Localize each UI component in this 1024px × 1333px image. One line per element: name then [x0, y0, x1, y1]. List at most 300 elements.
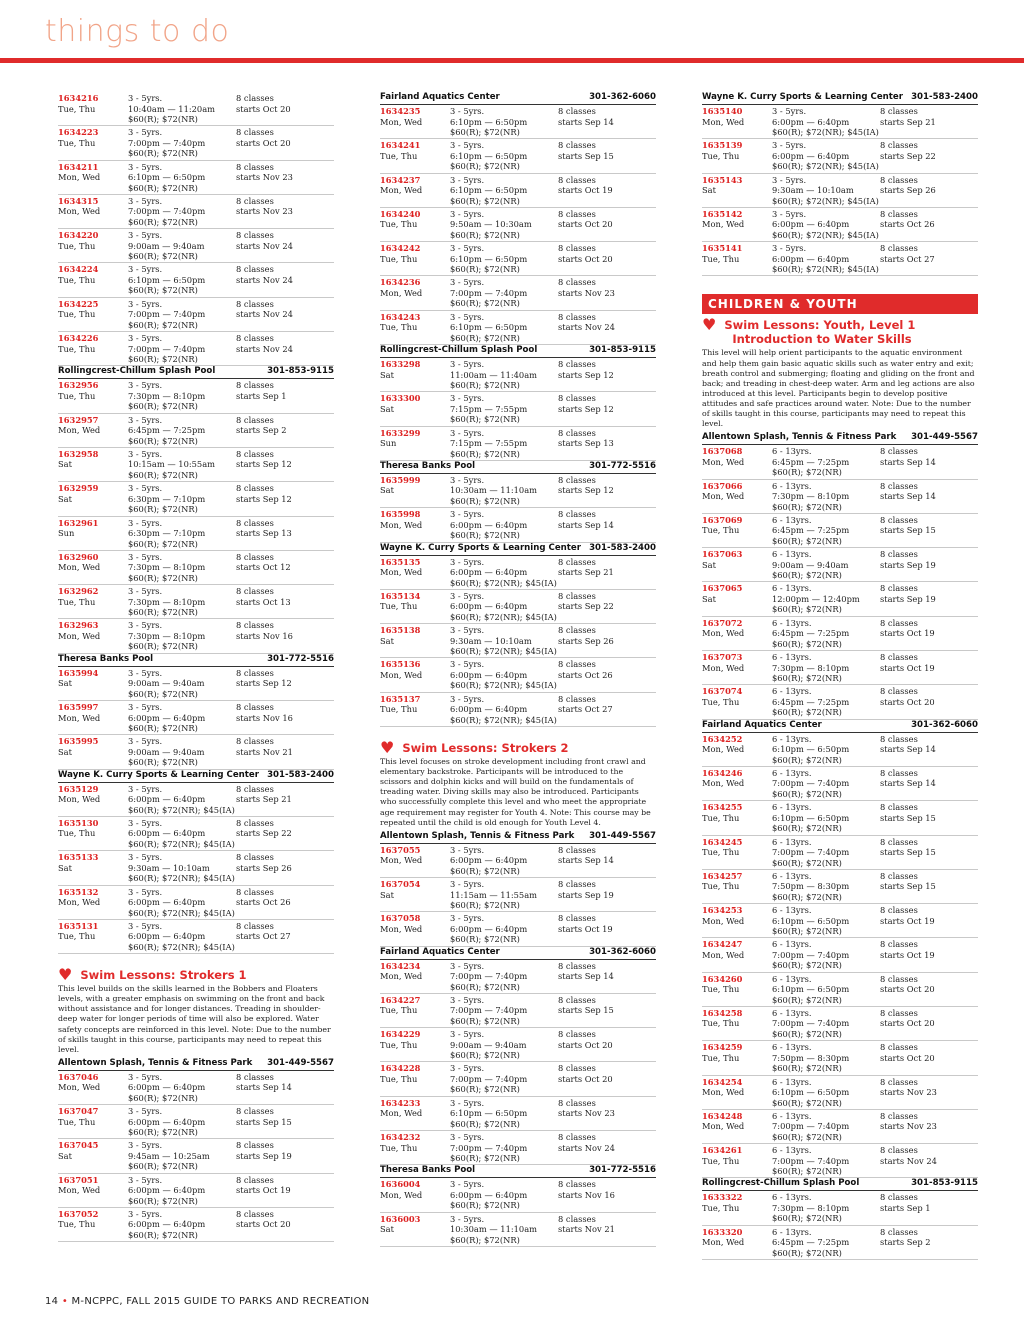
- class-cell: [128, 1106, 238, 1138]
- class-row: [58, 1105, 334, 1139]
- venue-header: [380, 345, 656, 358]
- class-start: starts Oct 20: [880, 1052, 935, 1063]
- class-row: [702, 1110, 978, 1144]
- class-id: 1632961: [58, 517, 99, 528]
- class-start: starts Oct 20: [236, 103, 291, 114]
- class-days: Tue, Thu: [380, 1073, 418, 1084]
- class-age: 6 - 13yrs.: [772, 1076, 812, 1087]
- class-cell: [880, 209, 935, 230]
- class-count: 8 classes: [880, 480, 918, 491]
- class-count: 8 classes: [236, 1174, 274, 1185]
- class-cell: [772, 243, 882, 275]
- class-row: [380, 474, 656, 508]
- class-fee: $60(R); $72(NR): [772, 501, 842, 512]
- class-id: 1637046: [58, 1071, 99, 1082]
- class-row: [702, 1041, 978, 1075]
- class-fee: $60(R); $72(NR): [772, 857, 842, 868]
- class-age: 3 - 5yrs.: [772, 140, 807, 151]
- class-cell: [128, 736, 238, 768]
- class-cell: [128, 1175, 238, 1207]
- class-start: starts Sep 22: [236, 828, 292, 839]
- class-cell: [772, 1227, 882, 1259]
- class-days: Mon, Wed: [380, 971, 423, 982]
- class-cell: [128, 818, 238, 850]
- class-cell: [58, 887, 128, 908]
- class-start: starts Oct 26: [236, 897, 291, 908]
- class-id: 1634252: [702, 733, 743, 744]
- class-id: 1633300: [380, 393, 421, 404]
- class-fee: $60(R); $72(NR): [450, 900, 520, 910]
- class-id: 1634261: [702, 1145, 743, 1156]
- class-id: 1634235: [380, 106, 421, 116]
- class-age: 3 - 5yrs.: [450, 913, 485, 924]
- class-cell: [880, 583, 936, 604]
- venue-header: [380, 543, 656, 556]
- class-start: starts Oct 19: [558, 185, 613, 196]
- class-fee: $60(R); $72(NR); $45(IA): [450, 611, 557, 622]
- venue-phone: 301-853-9115: [589, 345, 656, 356]
- class-id: 1634257: [702, 870, 743, 881]
- class-count: 8 classes: [236, 333, 274, 344]
- class-fee: $60(R); $72(NR): [128, 572, 198, 583]
- class-time: 7:00pm — 7:40pm: [450, 287, 528, 298]
- class-count: 8 classes: [236, 783, 274, 794]
- class-age: 3 - 5yrs.: [128, 448, 163, 459]
- venue-name: Theresa Banks Pool: [380, 1165, 476, 1176]
- class-id: 1636003: [380, 1213, 421, 1224]
- class-days: Tue, Thu: [58, 828, 96, 839]
- class-id: 1632963: [58, 620, 99, 631]
- class-row: [380, 658, 656, 692]
- class-fee: $60(R); $72(NR): [128, 148, 198, 159]
- class-time: 7:00pm — 7:40pm: [772, 847, 850, 857]
- class-count: 8 classes: [236, 298, 274, 309]
- class-row: [702, 904, 978, 938]
- heart-icon: ♥: [58, 965, 73, 985]
- class-start: starts Oct 26: [558, 669, 613, 680]
- class-cell: [450, 106, 560, 138]
- class-cell: [772, 549, 882, 581]
- class-fee: $60(R); $72(NR); $45(IA): [128, 804, 235, 815]
- class-id: 1634234: [380, 960, 421, 971]
- class-start: starts Oct 27: [880, 253, 935, 264]
- class-time: 6:10pm — 6:50pm: [450, 185, 528, 196]
- class-time: 6:00pm — 6:40pm: [450, 923, 528, 934]
- class-cell: [128, 299, 238, 331]
- class-row: [702, 973, 978, 1007]
- venue-phone: 301-853-9115: [267, 366, 334, 377]
- class-cell: [450, 475, 560, 507]
- class-fee: $60(R); $72(NR): [128, 1127, 198, 1138]
- heart-icon: ♥: [702, 315, 717, 335]
- class-days: Mon, Wed: [380, 855, 423, 866]
- class-id: 1635130: [58, 817, 99, 828]
- class-count: 8 classes: [558, 879, 596, 889]
- class-row: [380, 912, 656, 946]
- class-cell: [128, 1072, 238, 1104]
- class-age: 3 - 5yrs.: [128, 333, 163, 344]
- class-cell: [772, 734, 882, 766]
- class-group: [58, 379, 334, 653]
- class-fee: $60(R); $72(NR): [772, 1131, 842, 1142]
- class-cell: [236, 668, 292, 689]
- class-start: starts Nov 16: [558, 1189, 615, 1200]
- class-time: 9:00am — 9:40am: [772, 559, 849, 570]
- class-cell: [380, 359, 450, 380]
- class-days: Tue, Thu: [58, 390, 96, 401]
- class-age: 6 - 13yrs.: [772, 1042, 812, 1053]
- class-days: Tue, Thu: [702, 1052, 740, 1063]
- class-cell: [236, 620, 293, 641]
- class-fee: $60(R); $72(NR): [450, 530, 520, 541]
- class-days: Tue, Thu: [58, 343, 96, 354]
- class-cell: [702, 209, 772, 230]
- class-cell: [128, 852, 238, 884]
- class-age: 3 - 5yrs.: [450, 277, 485, 288]
- class-id: 1637068: [702, 446, 743, 457]
- class-time: 6:10pm — 6:50pm: [450, 150, 528, 161]
- class-cell: [772, 175, 882, 207]
- class-row: [702, 767, 978, 801]
- class-cell: [558, 359, 614, 380]
- class-fee: $60(R); $72(NR): [772, 1028, 842, 1039]
- class-count: 8 classes: [880, 514, 918, 525]
- class-cell: [558, 509, 614, 530]
- class-id: 1635139: [702, 140, 743, 151]
- class-cell: [702, 837, 772, 858]
- class-cell: [772, 106, 882, 138]
- class-age: 3 - 5yrs.: [128, 1106, 163, 1117]
- class-count: 8 classes: [236, 264, 274, 275]
- class-id: 1634242: [380, 243, 421, 254]
- class-row: [58, 783, 334, 817]
- class-cell: [58, 818, 128, 839]
- class-days: Tue, Thu: [58, 103, 96, 114]
- class-cell: [380, 1214, 450, 1235]
- class-cell: [702, 802, 772, 823]
- class-time: 6:45pm — 7:25pm: [772, 628, 850, 639]
- class-days: Mon, Wed: [702, 491, 745, 502]
- class-time: 6:00pm — 6:40pm: [772, 219, 850, 230]
- class-count: 8 classes: [880, 686, 918, 697]
- class-age: 3 - 5yrs.: [128, 886, 163, 897]
- class-age: 3 - 5yrs.: [128, 380, 163, 391]
- class-start: starts Nov 24: [236, 309, 293, 320]
- venue-name: Theresa Banks Pool: [58, 653, 154, 664]
- class-cell: [558, 694, 613, 715]
- class-row: [702, 801, 978, 835]
- class-cell: [558, 243, 613, 264]
- class-days: Mon, Wed: [380, 116, 423, 127]
- class-days: Tue, Thu: [58, 931, 96, 942]
- class-count: 8 classes: [880, 208, 918, 219]
- class-cell: [880, 515, 936, 536]
- class-cell: [558, 1179, 615, 1200]
- class-count: 8 classes: [880, 973, 918, 984]
- class-cell: [450, 1132, 560, 1164]
- class-cell: [450, 1098, 560, 1130]
- class-cell: [380, 475, 450, 496]
- class-age: 6 - 13yrs.: [772, 1145, 812, 1156]
- class-cell: [380, 312, 450, 333]
- class-row: [58, 379, 334, 413]
- class-age: 3 - 5yrs.: [128, 161, 163, 172]
- class-time: 7:15pm — 7:55pm: [450, 438, 528, 449]
- class-cell: [702, 686, 772, 707]
- class-count: 8 classes: [558, 208, 596, 219]
- class-cell: [380, 557, 450, 578]
- class-cell: [128, 230, 238, 262]
- class-fee: $60(R); $72(NR): [772, 1063, 842, 1074]
- class-age: 3 - 5yrs.: [128, 264, 163, 275]
- class-start: starts Sep 26: [880, 185, 936, 196]
- class-count: 8 classes: [880, 733, 918, 744]
- class-count: 8 classes: [236, 886, 274, 897]
- class-row: [702, 480, 978, 514]
- class-days: Sat: [58, 862, 72, 873]
- page-header: [0, 0, 1024, 62]
- class-row: [380, 139, 656, 173]
- class-cell: [128, 784, 238, 816]
- class-group: [58, 667, 334, 770]
- class-count: 8 classes: [236, 1071, 274, 1082]
- class-fee: $60(R); $72(NR): [450, 229, 520, 240]
- class-time: 6:10pm — 6:50pm: [772, 744, 850, 755]
- class-start: starts Sep 2: [236, 425, 287, 436]
- class-time: 6:10pm — 6:50pm: [450, 253, 528, 264]
- class-age: 3 - 5yrs.: [450, 1179, 485, 1190]
- class-count: 8 classes: [558, 243, 596, 254]
- class-fee: $60(R); $72(NR): [128, 1195, 198, 1206]
- class-time: 6:00pm — 6:40pm: [128, 828, 206, 839]
- class-cell: [380, 659, 450, 680]
- class-cell: [880, 939, 935, 960]
- class-cell: [128, 333, 238, 365]
- class-row: [380, 590, 656, 624]
- class-id: 1637066: [702, 480, 743, 491]
- class-cell: [236, 127, 291, 148]
- class-count: 8 classes: [880, 1042, 918, 1053]
- class-row: [380, 1028, 656, 1062]
- class-start: starts Oct 19: [880, 628, 935, 639]
- class-age: 3 - 5yrs.: [128, 702, 163, 713]
- class-days: Mon, Wed: [702, 219, 745, 230]
- venue-header: [702, 432, 978, 445]
- class-row: [702, 1007, 978, 1041]
- class-time: 6:45pm — 7:25pm: [772, 525, 850, 536]
- class-id: 1635132: [58, 886, 99, 897]
- class-days: Mon, Wed: [702, 1237, 745, 1248]
- class-cell: [236, 449, 292, 470]
- class-time: 6:10pm — 6:50pm: [450, 322, 528, 333]
- class-cell: [880, 618, 935, 639]
- class-count: 8 classes: [880, 1192, 918, 1203]
- class-fee: $60(R); $72(NR): [128, 1161, 198, 1172]
- class-cell: [380, 1098, 450, 1119]
- class-cell: [702, 243, 772, 264]
- class-age: 3 - 5yrs.: [450, 659, 485, 670]
- class-days: Tue, Thu: [702, 1155, 740, 1166]
- class-time: 7:00pm — 7:40pm: [772, 1155, 850, 1166]
- class-cell: [772, 974, 882, 1006]
- class-fee: $60(R); $72(NR): [772, 926, 842, 937]
- class-count: 8 classes: [236, 230, 274, 241]
- venue-name: Allentown Splash, Tennis & Fitness Park: [58, 1057, 253, 1068]
- venue-header: [58, 1058, 334, 1071]
- class-start: starts Oct 19: [880, 662, 935, 673]
- class-fee: $60(R); $72(NR); $45(IA): [128, 941, 235, 952]
- class-days: Tue, Thu: [702, 984, 740, 995]
- class-row: [58, 195, 334, 229]
- class-row: [702, 836, 978, 870]
- class-days: Mon, Wed: [58, 1185, 101, 1196]
- class-days: Tue, Thu: [702, 1018, 740, 1029]
- class-cell: [702, 734, 772, 755]
- class-days: Mon, Wed: [58, 172, 101, 183]
- class-fee: $60(R); $72(NR): [450, 865, 520, 876]
- class-fee: $60(R); $72(NR): [772, 604, 842, 615]
- class-count: 8 classes: [558, 1097, 596, 1108]
- class-cell: [702, 1145, 772, 1166]
- class-count: 8 classes: [558, 556, 596, 567]
- class-cell: [128, 620, 238, 652]
- class-age: 6 - 13yrs.: [772, 686, 812, 697]
- class-time: 9:30am — 10:10am: [772, 185, 854, 196]
- class-cell: [450, 312, 560, 344]
- class-row: [58, 735, 334, 769]
- class-fee: $60(R); $72(NR): [128, 607, 198, 618]
- venue-name: Fairland Aquatics Center: [380, 946, 500, 957]
- class-row: [380, 960, 656, 994]
- class-start: starts Nov 23: [558, 287, 615, 298]
- class-count: 8 classes: [880, 1076, 918, 1087]
- class-row: [58, 92, 334, 126]
- class-cell: [450, 694, 560, 726]
- class-time: 7:30pm — 8:10pm: [772, 1202, 850, 1213]
- class-time: 9:00am — 9:40am: [450, 1039, 527, 1050]
- class-group: [380, 960, 656, 1166]
- class-row: [702, 1144, 978, 1178]
- class-time: 7:00pm — 7:40pm: [128, 343, 206, 354]
- class-count: 8 classes: [880, 836, 918, 847]
- class-fee: $60(R); $72(NR): [128, 1092, 198, 1103]
- venue-phone: 301-362-6060: [911, 719, 978, 730]
- footer-bullet: •: [61, 1296, 69, 1307]
- class-age: 3 - 5yrs.: [450, 474, 485, 485]
- class-cell: [128, 483, 238, 515]
- class-row: [702, 208, 978, 242]
- class-start: starts Sep 12: [558, 485, 614, 496]
- class-count: 8 classes: [880, 939, 918, 950]
- class-cell: [702, 1008, 772, 1029]
- class-row: [58, 585, 334, 619]
- class-age: 3 - 5yrs.: [450, 556, 485, 567]
- class-fee: $60(R); $72(NR); $45(IA): [450, 577, 557, 588]
- class-time: 7:00pm — 7:40pm: [772, 778, 850, 789]
- class-cell: [880, 734, 936, 755]
- class-time: 7:30pm — 8:10pm: [128, 596, 206, 607]
- class-row: [702, 685, 978, 719]
- class-id: 1635134: [380, 590, 421, 601]
- class-fee: $60(R); $72(NR): [128, 538, 198, 549]
- class-group: [702, 733, 978, 1179]
- class-id: 1632957: [58, 414, 99, 425]
- class-cell: [772, 1008, 882, 1040]
- class-row: [58, 332, 334, 366]
- class-start: starts Sep 14: [880, 456, 936, 467]
- class-row: [702, 105, 978, 139]
- class-cell: [58, 1106, 128, 1127]
- class-days: Mon, Wed: [58, 712, 101, 723]
- class-start: starts Oct 12: [236, 562, 291, 573]
- class-time: 6:00pm — 6:40pm: [128, 1116, 206, 1127]
- class-days: Mon, Wed: [702, 116, 745, 127]
- class-id: 1634226: [58, 333, 99, 344]
- class-cell: [702, 1042, 772, 1063]
- class-id: 1634228: [380, 1063, 421, 1074]
- class-fee: $60(R); $72(NR): [450, 264, 520, 275]
- class-age: 6 - 13yrs.: [772, 549, 812, 560]
- class-fee: $60(R); $72(NR): [772, 1166, 842, 1177]
- class-id: 1635131: [58, 920, 99, 931]
- class-count: 8 classes: [236, 586, 274, 597]
- class-cell: [558, 961, 614, 982]
- class-start: starts Sep 12: [558, 369, 614, 380]
- class-days: Tue, Thu: [380, 704, 418, 715]
- class-fee: $60(R); $72(NR); $45(IA): [772, 264, 879, 275]
- class-cell: [128, 552, 238, 584]
- class-start: starts Oct 27: [558, 704, 613, 715]
- class-time: 7:30pm — 8:10pm: [128, 630, 206, 641]
- class-count: 8 classes: [236, 448, 274, 459]
- class-id: 1635135: [380, 556, 421, 567]
- class-start: starts Oct 19: [558, 923, 613, 934]
- class-cell: [380, 140, 450, 161]
- class-cell: [772, 871, 882, 903]
- class-start: starts Nov 24: [236, 343, 293, 354]
- class-start: starts Sep 19: [236, 1150, 292, 1161]
- class-fee: $60(R); $72(NR): [772, 754, 842, 765]
- class-cell: [380, 428, 450, 449]
- class-cell: [450, 209, 560, 241]
- class-cell: [58, 736, 128, 757]
- class-start: starts Nov 24: [236, 274, 293, 285]
- class-row: [58, 817, 334, 851]
- class-time: 7:00pm — 7:40pm: [450, 1005, 528, 1016]
- class-fee: $60(R); $72(NR): [128, 285, 198, 296]
- class-start: starts Sep 14: [558, 116, 614, 127]
- class-count: 8 classes: [236, 414, 274, 425]
- class-days: Sat: [702, 593, 716, 604]
- class-count: 8 classes: [880, 174, 918, 185]
- class-cell: [58, 449, 128, 470]
- venue-phone: 301-853-9115: [911, 1178, 978, 1189]
- class-cell: [880, 905, 935, 926]
- class-cell: [380, 1063, 450, 1084]
- class-age: 3 - 5yrs.: [450, 1063, 485, 1074]
- venue-phone: 301-449-5567: [267, 1057, 334, 1068]
- class-days: Tue, Thu: [380, 1005, 418, 1016]
- class-days: Mon, Wed: [380, 923, 423, 934]
- class-time: 6:45pm — 7:25pm: [772, 1237, 850, 1248]
- class-age: 6 - 13yrs.: [772, 802, 812, 813]
- class-cell: [58, 702, 128, 723]
- class-fee: $60(R); $72(NR); $45(IA): [450, 680, 557, 691]
- class-fee: $60(R); $72(NR): [772, 994, 842, 1005]
- class-id: 1634245: [702, 836, 743, 847]
- class-cell: [702, 871, 772, 892]
- class-days: Sat: [58, 493, 72, 504]
